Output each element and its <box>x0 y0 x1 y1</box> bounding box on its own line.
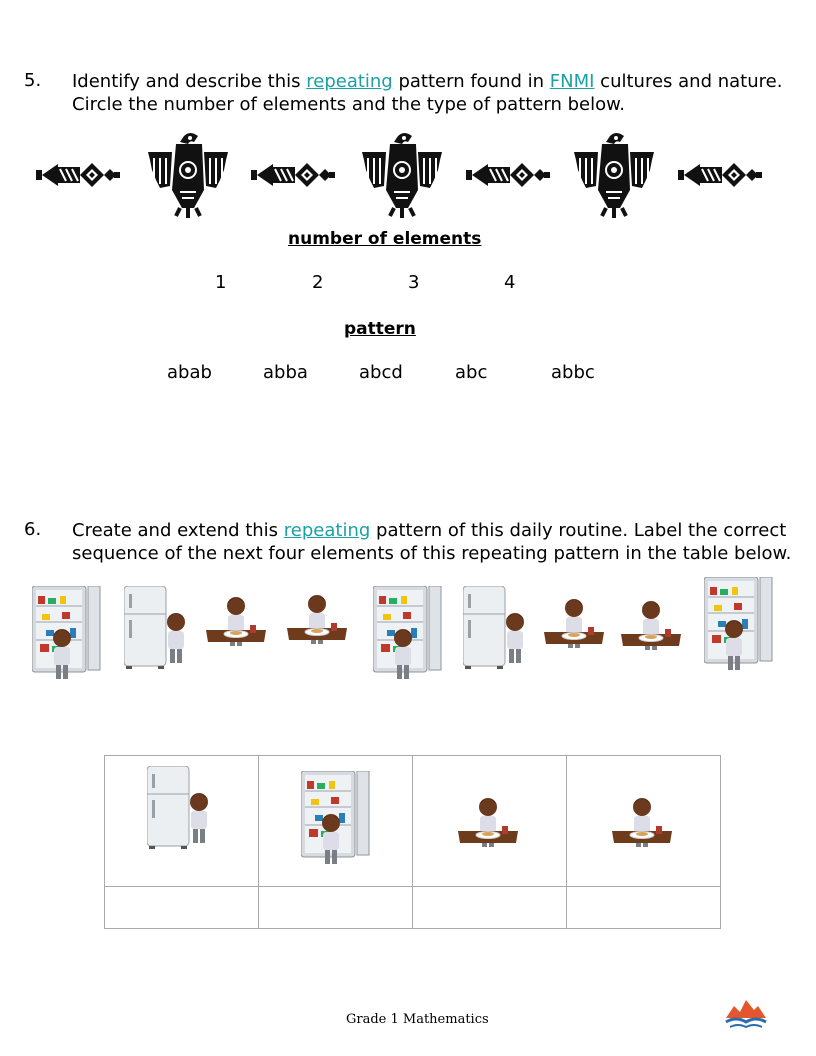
thunderbird-icon <box>572 130 658 220</box>
label-cell-3[interactable] <box>413 887 567 929</box>
border-motif-icon <box>678 156 764 194</box>
pattern-option-abcd[interactable]: abcd <box>359 362 403 383</box>
q6-text-a: Create and extend this <box>72 520 284 541</box>
question-6-line-1 <box>72 519 786 542</box>
boy-at-open-fridge-image <box>704 577 774 677</box>
table-cell-3 <box>413 756 567 887</box>
question-5-line-2: Circle the number of elements and the type of pattern below. <box>72 94 625 115</box>
boy-beside-fridge-image <box>147 766 217 876</box>
element-option-2[interactable]: 2 <box>312 272 324 293</box>
question-6-line-2: sequence of the next four elements of this repeating pattern in the table below. <box>72 543 792 564</box>
label-cell-2[interactable] <box>259 887 413 929</box>
fnmi-pattern-row <box>0 130 816 220</box>
pattern-heading: pattern <box>344 319 416 339</box>
table-label-row <box>105 887 721 929</box>
footer-text: Grade 1 Mathematics <box>346 1012 489 1027</box>
element-option-1[interactable]: 1 <box>215 272 227 293</box>
boy-at-open-fridge-image <box>373 586 443 686</box>
border-motif-icon <box>466 156 552 194</box>
boy-eating-image <box>544 596 608 648</box>
question-6-number: 6. <box>24 519 42 540</box>
border-motif-icon <box>251 156 337 194</box>
routine-pattern-row <box>0 576 816 692</box>
boy-eating-image <box>612 795 676 847</box>
boy-eating-image <box>206 594 270 646</box>
table-cell-2 <box>259 756 413 887</box>
label-cell-1[interactable] <box>105 887 259 929</box>
question-5-line-1 <box>72 70 782 93</box>
question-5-number: 5. <box>24 70 42 91</box>
thunderbird-icon <box>360 130 446 220</box>
elements-heading: number of elements <box>288 229 482 249</box>
table-cell-4 <box>567 756 721 887</box>
border-motif-icon <box>36 156 122 194</box>
q5-text-b: pattern found in <box>392 71 550 92</box>
repeating-link[interactable]: repeating <box>283 520 371 541</box>
pattern-option-abab[interactable]: abab <box>167 362 212 383</box>
boy-beside-fridge-image <box>124 586 194 696</box>
boy-eating-image <box>621 598 685 650</box>
q6-text-b: pattern of this daily routine. Label the correct <box>370 520 787 541</box>
table-cell-1 <box>105 756 259 887</box>
q5-text-a: Identify and describe this <box>72 71 307 92</box>
boy-at-open-fridge-image <box>301 771 371 871</box>
pattern-option-abba[interactable]: abba <box>263 362 308 383</box>
boy-eating-image <box>458 795 522 847</box>
pattern-option-abc[interactable]: abc <box>455 362 488 383</box>
q5-text-c: cultures and nature. <box>594 71 783 92</box>
boy-at-open-fridge-image <box>32 586 102 686</box>
fnmi-link[interactable]: FNMI <box>549 71 595 92</box>
boy-beside-fridge-image <box>463 586 533 696</box>
element-option-3[interactable]: 3 <box>408 272 420 293</box>
table-image-row <box>105 756 721 887</box>
answer-table <box>104 755 721 929</box>
element-option-4[interactable]: 4 <box>504 272 516 293</box>
thunderbird-icon <box>146 130 232 220</box>
publisher-logo-icon <box>724 996 768 1030</box>
pattern-option-abbc[interactable]: abbc <box>551 362 595 383</box>
label-cell-4[interactable] <box>567 887 721 929</box>
boy-eating-image <box>287 592 351 644</box>
repeating-link[interactable]: repeating <box>306 71 393 92</box>
